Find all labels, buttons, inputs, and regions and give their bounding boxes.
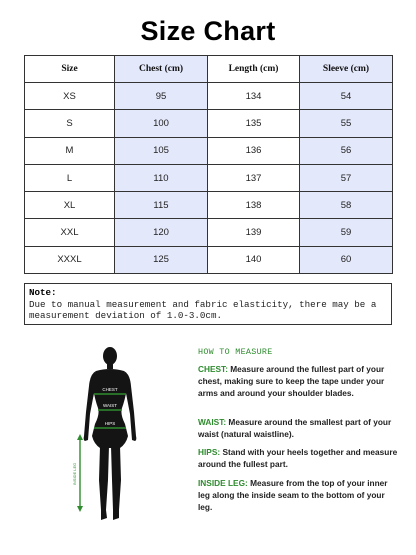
cell-chest: 95 bbox=[115, 83, 208, 110]
size-table bbox=[24, 55, 393, 274]
table-row bbox=[25, 137, 393, 164]
cell-sleeve: 59 bbox=[300, 219, 393, 246]
guide-waist bbox=[198, 417, 398, 441]
chest-label: CHEST bbox=[102, 387, 118, 392]
cell-chest: 105 bbox=[115, 137, 208, 164]
table-row bbox=[25, 83, 393, 110]
arrow-up-icon bbox=[77, 434, 83, 440]
page-title: Size Chart bbox=[140, 16, 276, 46]
cell-sleeve: 54 bbox=[300, 83, 393, 110]
guide-hips-term: HIPS: bbox=[198, 447, 221, 457]
cell-sleeve: 60 bbox=[300, 246, 393, 273]
guide-leg-term: INSIDE LEG: bbox=[198, 478, 248, 488]
table-header-row bbox=[25, 56, 393, 83]
guide-waist-text: Measure around the smallest part of your waist (natural waistline). bbox=[198, 417, 392, 439]
table-row bbox=[25, 219, 393, 246]
guide-inside-leg bbox=[198, 478, 398, 513]
table-row bbox=[25, 164, 393, 191]
cell-size: XS bbox=[25, 83, 115, 110]
cell-size: M bbox=[25, 137, 115, 164]
cell-chest: 125 bbox=[115, 246, 208, 273]
cell-sleeve: 57 bbox=[300, 164, 393, 191]
cell-size: S bbox=[25, 110, 115, 137]
header-size: Size bbox=[25, 56, 115, 83]
cell-size: XXXL bbox=[25, 246, 115, 273]
header-chest: Chest (cm) bbox=[115, 56, 208, 83]
header-length: Length (cm) bbox=[208, 56, 300, 83]
cell-sleeve: 55 bbox=[300, 110, 393, 137]
cell-sleeve: 58 bbox=[300, 192, 393, 219]
guide-chest bbox=[198, 364, 398, 399]
silhouette-icon bbox=[84, 347, 137, 520]
cell-length: 138 bbox=[208, 192, 300, 219]
cell-chest: 100 bbox=[115, 110, 208, 137]
cell-length: 139 bbox=[208, 219, 300, 246]
hips-label: HIPS bbox=[104, 421, 116, 426]
how-to-measure-heading: HOW TO MEASURE bbox=[198, 347, 273, 357]
cell-size: XXL bbox=[25, 219, 115, 246]
note-title: Note: bbox=[29, 287, 57, 298]
guide-hips bbox=[198, 447, 398, 471]
guide-leg-text: Measure from the top of your inner leg along the inside seam to the bottom of your leg. bbox=[198, 478, 388, 512]
cell-size: XL bbox=[25, 192, 115, 219]
arrow-down-icon bbox=[77, 506, 83, 512]
header-sleeve: Sleeve (cm) bbox=[300, 56, 393, 83]
cell-sleeve: 56 bbox=[300, 137, 393, 164]
waist-label: WAIST bbox=[102, 403, 118, 408]
guide-chest-term: CHEST: bbox=[198, 364, 228, 374]
guide-hips-text: Stand with your heels together and measure around the fullest part. bbox=[198, 447, 398, 469]
cell-length: 136 bbox=[208, 137, 300, 164]
guide-chest-text: Measure around the fullest part of your chest, making sure to keep the tape under your arms and around your shoulder blades. bbox=[198, 364, 385, 398]
cell-length: 137 bbox=[208, 164, 300, 191]
body-measurement-figure bbox=[70, 340, 170, 530]
cell-chest: 115 bbox=[115, 192, 208, 219]
inside-leg-label: INSIDE LEG bbox=[72, 462, 77, 486]
cell-length: 135 bbox=[208, 110, 300, 137]
cell-chest: 110 bbox=[115, 164, 208, 191]
guide-waist-term: WAIST: bbox=[198, 417, 227, 427]
cell-length: 134 bbox=[208, 83, 300, 110]
table-row bbox=[25, 110, 393, 137]
note-box bbox=[24, 283, 392, 325]
cell-length: 140 bbox=[208, 246, 300, 273]
cell-chest: 120 bbox=[115, 219, 208, 246]
cell-size: L bbox=[25, 164, 115, 191]
table-row bbox=[25, 192, 393, 219]
table-row bbox=[25, 246, 393, 273]
note-text: Due to manual measurement and fabric elasticity, there may be a measurement deviation of 1.0-3.0cm. bbox=[29, 298, 377, 321]
